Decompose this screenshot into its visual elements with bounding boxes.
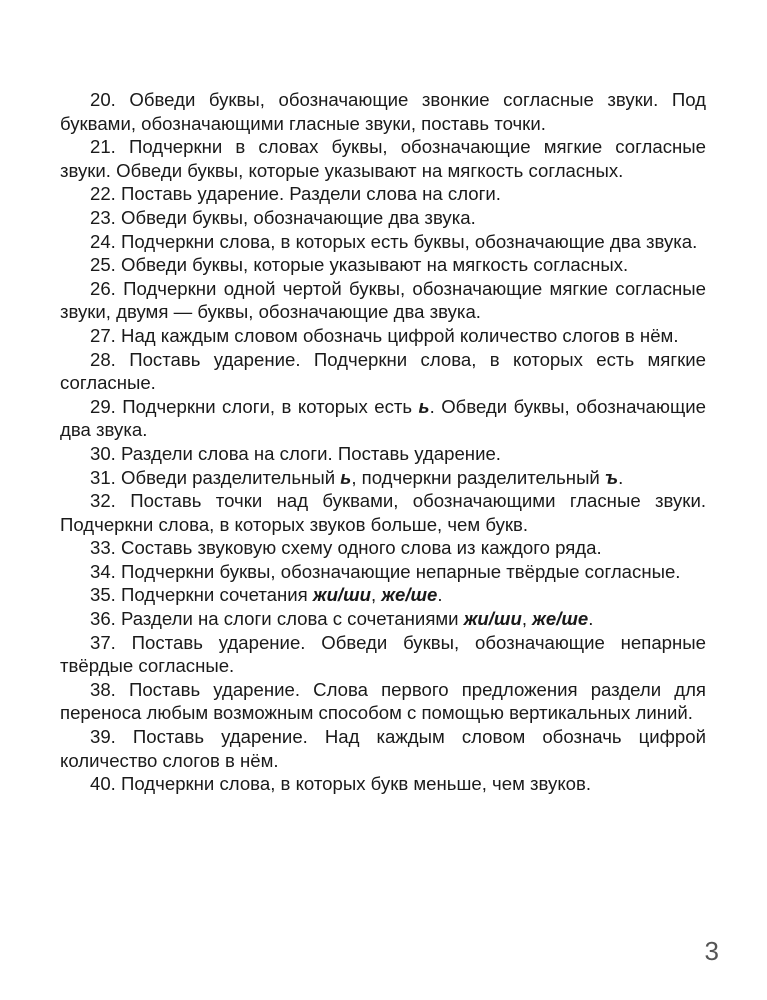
task-text: 31. Обведи разделительный bbox=[90, 466, 341, 488]
task-letters-emphasis: же/ше bbox=[381, 584, 438, 606]
task-text: 39. Поставь ударение. Над каждым словом обозначь цифрой количество слогов в нём. bbox=[60, 726, 706, 771]
task-item bbox=[60, 466, 706, 490]
task-item bbox=[60, 631, 706, 678]
task-text: , подчеркни разделительный bbox=[351, 466, 605, 488]
task-text: . bbox=[588, 608, 594, 630]
task-text: 30. Раздели слова на слоги. Поставь ударение. bbox=[90, 442, 501, 464]
task-text: 24. Подчеркни слова, в которых есть буквы, обозначающие два звука. bbox=[90, 230, 698, 252]
task-item bbox=[60, 277, 706, 324]
task-text: 27. Над каждым словом обозначь цифрой количество слогов в нём. bbox=[90, 324, 679, 346]
task-text: 38. Поставь ударение. Слова первого предложения раздели для переноса любым возможным способом с помощью вертикальных линий. bbox=[60, 678, 706, 724]
task-letters-emphasis: же/ше bbox=[532, 608, 589, 630]
task-item bbox=[60, 206, 706, 230]
task-item bbox=[60, 395, 706, 442]
task-text: 40. Подчеркни слова, в которых букв меньше, чем звуков. bbox=[90, 773, 592, 795]
task-text: 35. Подчеркни сочетания bbox=[90, 584, 313, 606]
task-item bbox=[60, 607, 706, 631]
task-letters-emphasis: ъ bbox=[605, 466, 619, 488]
task-item bbox=[60, 583, 706, 607]
task-item bbox=[60, 725, 706, 772]
task-text: 26. Подчеркни одной чертой буквы, обозначающие мягкие согласные звуки, двумя — буквы, обозначающие два звука. bbox=[60, 277, 706, 323]
task-text: 33. Составь звуковую схему одного слова из каждого ряда. bbox=[90, 537, 602, 559]
task-item bbox=[60, 182, 706, 206]
task-text: 32. Поставь точки над буквами, обозначающими гласные звуки. Подчеркни слова, в которых звуков больше, чем букв. bbox=[60, 490, 706, 535]
task-letters-emphasis: жи/ши bbox=[312, 584, 371, 606]
task-text: 34. Подчеркни буквы, обозначающие непарные твёрдые согласные. bbox=[90, 560, 681, 582]
task-text: 36. Раздели на слоги слова с сочетаниями bbox=[90, 608, 464, 630]
task-item bbox=[60, 678, 706, 725]
task-text: , bbox=[370, 584, 382, 606]
task-text: 23. Обведи буквы, обозначающие два звука. bbox=[90, 206, 476, 228]
task-text: . Обведи буквы, обозначающие два звука. bbox=[60, 395, 706, 441]
task-letters-emphasis: жи/ши bbox=[463, 608, 522, 630]
task-item bbox=[60, 536, 706, 560]
task-item bbox=[60, 560, 706, 584]
task-item bbox=[60, 442, 706, 466]
task-item bbox=[60, 135, 706, 182]
task-text: 29. Подчеркни слоги, в которых есть bbox=[90, 395, 419, 417]
task-letters-emphasis: ь bbox=[340, 466, 352, 488]
task-text: . bbox=[618, 466, 624, 488]
task-letters-emphasis: ь bbox=[418, 395, 430, 417]
task-item bbox=[60, 253, 706, 277]
page-number: 3 bbox=[704, 936, 719, 966]
task-text: 21. Подчеркни в словах буквы, обозначающие мягкие согласные звуки. Обведи буквы, которые указывают на мягкость согласных. bbox=[60, 136, 706, 181]
task-item bbox=[60, 348, 706, 395]
task-text: , bbox=[521, 608, 533, 630]
task-text: 25. Обведи буквы, которые указывают на мягкость согласных. bbox=[90, 254, 629, 276]
task-text: . bbox=[437, 584, 443, 606]
task-item bbox=[60, 88, 706, 135]
task-item bbox=[60, 772, 706, 796]
task-item bbox=[60, 324, 706, 348]
task-text: 28. Поставь ударение. Подчеркни слова, в которых есть мягкие согласные. bbox=[60, 348, 706, 394]
task-text: 20. Обведи буквы, обозначающие звонкие согласные звуки. Под буквами, обозначающими гласные звуки, поставь точки. bbox=[60, 89, 706, 134]
task-item bbox=[60, 489, 706, 536]
task-text: 37. Поставь ударение. Обведи буквы, обозначающие непарные твёрдые согласные. bbox=[60, 631, 706, 677]
task-item bbox=[60, 230, 706, 254]
task-list bbox=[60, 88, 706, 796]
task-text: 22. Поставь ударение. Раздели слова на слоги. bbox=[90, 183, 501, 205]
